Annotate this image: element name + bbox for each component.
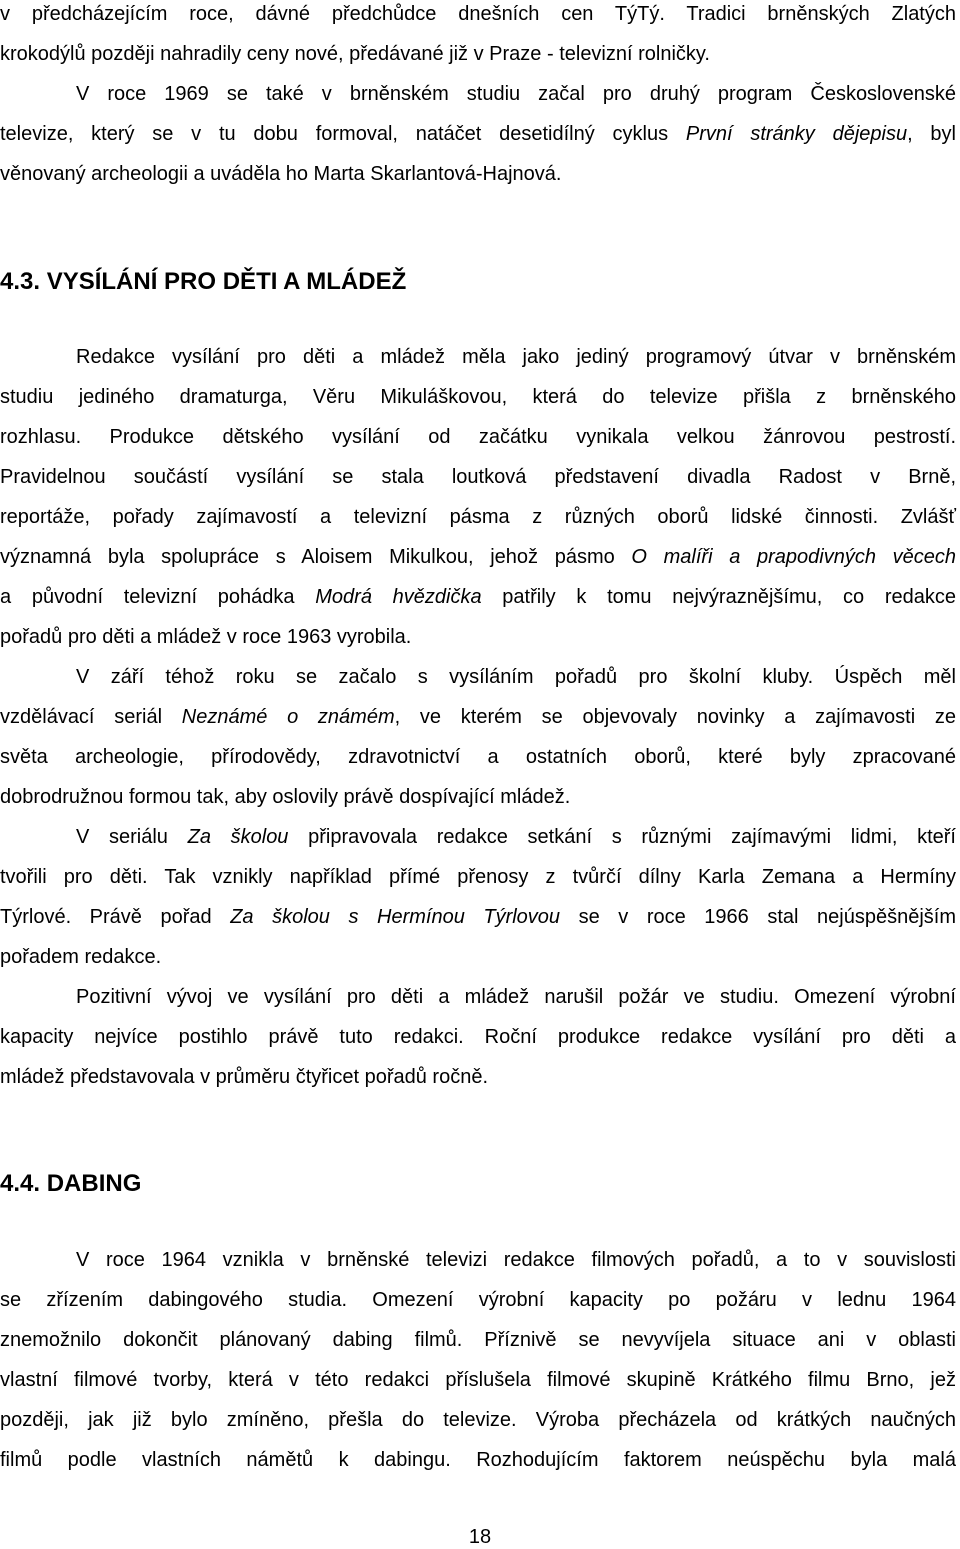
text-line: kapacity nejvíce postihlo právě tuto redakci. Roční produkce redakce vysílání pro děti a <box>0 1026 956 1048</box>
italic-title: První stránky dějepisu <box>685 123 908 145</box>
text-line: později, jak již bylo zmíněno, přešla do televize. Výroba přecházela od krátkých naučných <box>0 1409 956 1431</box>
text-line: Týrlové. Právě pořad Za školou s Hermínou Týrlovou se v roce 1966 stal nejúspěšnějším <box>0 906 956 928</box>
text-line: vlastní filmové tvorby, která v této redakci příslušela filmové skupině Krátkého filmu Brno, jež <box>0 1369 956 1391</box>
text-line: mládež představovala v průměru čtyřicet pořadů ročně. <box>0 1066 489 1088</box>
italic-title: O malíři a prapodivných věcech <box>631 546 956 568</box>
text-line: pořadů pro děti a mládež v roce 1963 vyrobila. <box>0 626 412 648</box>
text-line: tvořili pro děti. Tak vznikly například přímé přenosy z tvůrčí dílny Karla Zemana a Hermíny <box>0 866 956 888</box>
text-line: světa archeologie, přírodovědy, zdravotnictví a ostatních oborů, které byly zpracované <box>0 746 956 768</box>
italic-title: Neznámé o známém <box>181 706 395 728</box>
text-line: významná byla spolupráce s Aloisem Mikulkou, jehož pásmo O malíři a prapodivných věcech <box>0 546 956 568</box>
text-line: reportáže, pořady zajímavostí a televizní pásma z různých oborů lidské činnosti. Zvlášť <box>0 506 956 528</box>
text-line: věnovaný archeologii a uváděla ho Marta Skarlantová-Hajnová. <box>0 163 562 185</box>
text-line: Pravidelnou součástí vysílání se stala loutková představení divadla Radost v Brně, <box>0 466 956 488</box>
italic-title: Za školou <box>187 826 289 848</box>
text-line: v předcházejícím roce, dávné předchůdce dnešních cen TýTý. Tradici brněnských Zlatých <box>0 3 956 25</box>
text-line: Redakce vysílání pro děti a mládež měla jako jediný programový útvar v brněnském <box>76 346 956 368</box>
text-line: znemožnilo dokončit plánovaný dabing filmů. Příznivě se nevyvíjela situace ani v oblasti <box>0 1329 956 1351</box>
text-line: vzdělávací seriál Neznámé o známém, ve kterém se objevovaly novinky a zajímavosti ze <box>0 706 956 728</box>
text-line: Pozitivní vývoj ve vysílání pro děti a mládež narušil požár ve studiu. Omezení výrobní <box>76 986 956 1008</box>
text-line: krokodýlů později nahradily ceny nové, předávané již v Praze - televizní rolničky. <box>0 43 710 65</box>
text-line: filmů podle vlastních námětů k dabingu. Rozhodujícím faktorem neúspěchu byla malá <box>0 1449 956 1471</box>
text-line: V roce 1964 vznikla v brněnské televizi redakce filmových pořadů, a to v souvislosti <box>76 1249 956 1271</box>
section-heading: 4.3. VYSÍLÁNÍ PRO DĚTI A MLÁDEŽ <box>0 268 407 295</box>
section-heading: 4.4. DABING <box>0 1170 142 1197</box>
text-line: dobrodružnou formou tak, aby oslovily právě dospívající mládež. <box>0 786 571 808</box>
text-line: V září téhož roku se začalo s vysíláním pořadů pro školní kluby. Úspěch měl <box>76 666 956 688</box>
text-line: a původní televizní pohádka Modrá hvězdička patřily k tomu nejvýraznějšímu, co redakce <box>0 586 956 608</box>
italic-title: Za školou s Hermínou Týrlovou <box>230 906 561 928</box>
text-line: V roce 1969 se také v brněnském studiu začal pro druhý program Československé <box>76 83 956 105</box>
text-line: se zřízením dabingového studia. Omezení výrobní kapacity po požáru v lednu 1964 <box>0 1289 956 1311</box>
text-line: V seriálu Za školou připravovala redakce setkání s různými zajímavými lidmi, kteří <box>76 826 956 848</box>
page-number: 18 <box>468 1526 492 1548</box>
italic-title: Modrá hvězdička <box>315 586 482 608</box>
text-line: pořadem redakce. <box>0 946 162 968</box>
text-line: studiu jediného dramaturga, Věru Mikuláškovou, která do televize přišla z brněnského <box>0 386 956 408</box>
text-line: televize, který se v tu dobu formoval, natáčet desetidílný cyklus První stránky dějepisu, byl <box>0 123 956 145</box>
text-line: rozhlasu. Produkce dětského vysílání od začátku vynikala velkou žánrovou pestrostí. <box>0 426 956 448</box>
